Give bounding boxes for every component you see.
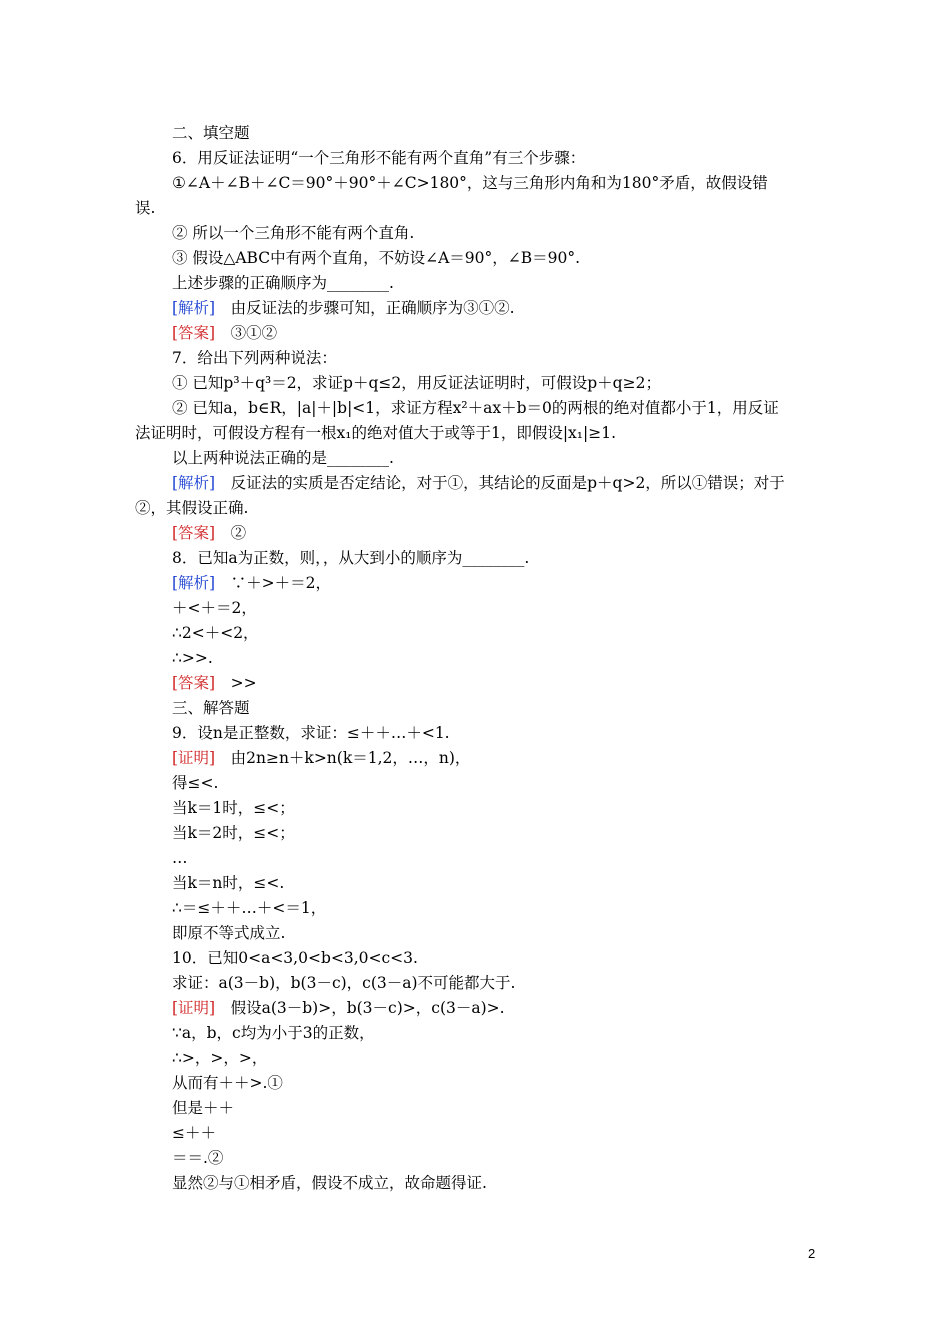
section-heading-solve: 三、解答题 xyxy=(172,699,250,717)
question-7-answer: [答案] ② xyxy=(172,524,247,542)
question-7-stem: 7．给出下列两种说法： xyxy=(172,349,337,367)
question-7-analysis: [解析] 反证法的实质是否定结论，对于①，其结论的反面是p＋q>2，所以①错误；对于 xyxy=(172,474,785,492)
answer-tag: [答案] xyxy=(172,674,216,692)
question-10-stem: 10．已知0<a<3,0<b<3,0<c<3. xyxy=(172,949,418,967)
question-10-proof-line: ≤＋＋ xyxy=(172,1124,216,1142)
question-7-statement-2: ② 已知a，b∈R，|a|＋|b|<1，求证方程x²＋ax＋b＝0的两根的绝对值都小于1，用反证 xyxy=(172,399,779,417)
question-10-claim: 求证：a(3－b)，b(3－c)，c(3－a)不可能都大于. xyxy=(172,974,516,992)
question-6-prompt: 上述步骤的正确顺序为________. xyxy=(172,274,394,292)
question-6-analysis: [解析] 由反证法的步骤可知，正确顺序为③①②. xyxy=(172,299,515,317)
question-10-proof-line: ∵a，b，c均为小于3的正数， xyxy=(172,1024,375,1042)
question-7-statement-2-cont: 法证明时，可假设方程有一根x₁的绝对值大于或等于1，即假设|x₁|≥1. xyxy=(135,424,616,442)
question-6-step-1: ①∠A＋∠B＋∠C＝90°＋90°＋∠C>180°，这与三角形内角和为180°矛盾，故假设错 xyxy=(172,174,768,192)
question-8-answer: [答案] >> xyxy=(172,674,257,692)
analysis-tag: [解析] xyxy=(172,299,216,317)
question-7-prompt: 以上两种说法正确的是________. xyxy=(172,449,394,467)
proof-tag: [证明] xyxy=(172,749,216,767)
answer-tag: [答案] xyxy=(172,324,216,342)
question-9-proof-line: 即原不等式成立. xyxy=(172,924,286,942)
question-10-proof: [证明] 假设a(3－b)>，b(3－c)>，c(3－a)>. xyxy=(172,999,505,1017)
question-6-answer: [答案] ③①② xyxy=(172,324,278,342)
section-heading-fill-blank: 二、填空题 xyxy=(172,124,250,142)
question-10-proof-line: 从而有＋＋>.① xyxy=(172,1074,283,1092)
question-6-step-3: ③ 假设△ABC中有两个直角，不妨设∠A＝90°，∠B＝90°. xyxy=(172,249,581,267)
question-6-step-2: ② 所以一个三角形不能有两个直角. xyxy=(172,224,415,242)
proof-tag: [证明] xyxy=(172,999,216,1017)
answer-tag: [答案] xyxy=(172,524,216,542)
question-9-proof-line: … xyxy=(172,849,188,867)
analysis-tag: [解析] xyxy=(172,474,216,492)
question-7-statement-1: ① 已知p³＋q³＝2，求证p＋q≤2，用反证法证明时，可假设p＋q≥2； xyxy=(172,374,661,392)
question-8-analysis-line: ＋<＋＝2， xyxy=(172,599,257,617)
question-9-proof-line: ∴＝≤＋＋…＋<＝1， xyxy=(172,899,327,917)
question-10-proof-line: 但是＋＋ xyxy=(172,1099,235,1117)
question-10-proof-line: ＝＝.② xyxy=(172,1149,224,1167)
question-8-analysis-line: ∴2<＋<2， xyxy=(172,624,259,642)
question-6-step-1-cont: 误. xyxy=(135,199,156,217)
question-7-analysis-cont: ②，其假设正确. xyxy=(135,499,249,517)
analysis-tag: [解析] xyxy=(172,574,216,592)
question-9-proof-line: 得≤<. xyxy=(172,774,219,792)
question-10-proof-line: ∴>，>，>， xyxy=(172,1049,268,1067)
question-8-stem: 8．已知a为正数，则，，从大到小的顺序为________. xyxy=(172,549,530,567)
question-9-proof-line: 当k＝2时，≤<； xyxy=(172,824,295,842)
question-9-proof-line: 当k＝n时，≤<. xyxy=(172,874,285,892)
question-9-stem: 9．设n是正整数，求证：≤＋＋…＋<1. xyxy=(172,724,450,742)
question-8-analysis: [解析] ∵＋>＋＝2， xyxy=(172,574,331,592)
page-number: 2 xyxy=(808,1246,816,1261)
question-9-proof: [证明] 由2n≥n＋k>n(k＝1,2，…，n)， xyxy=(172,749,471,767)
question-8-analysis-line: ∴>>. xyxy=(172,649,213,667)
question-6-stem: 6．用反证法证明“一个三角形不能有两个直角”有三个步骤： xyxy=(172,149,586,167)
question-9-proof-line: 当k＝1时，≤<； xyxy=(172,799,295,817)
question-10-conclusion: 显然②与①相矛盾，假设不成立，故命题得证. xyxy=(172,1174,487,1192)
